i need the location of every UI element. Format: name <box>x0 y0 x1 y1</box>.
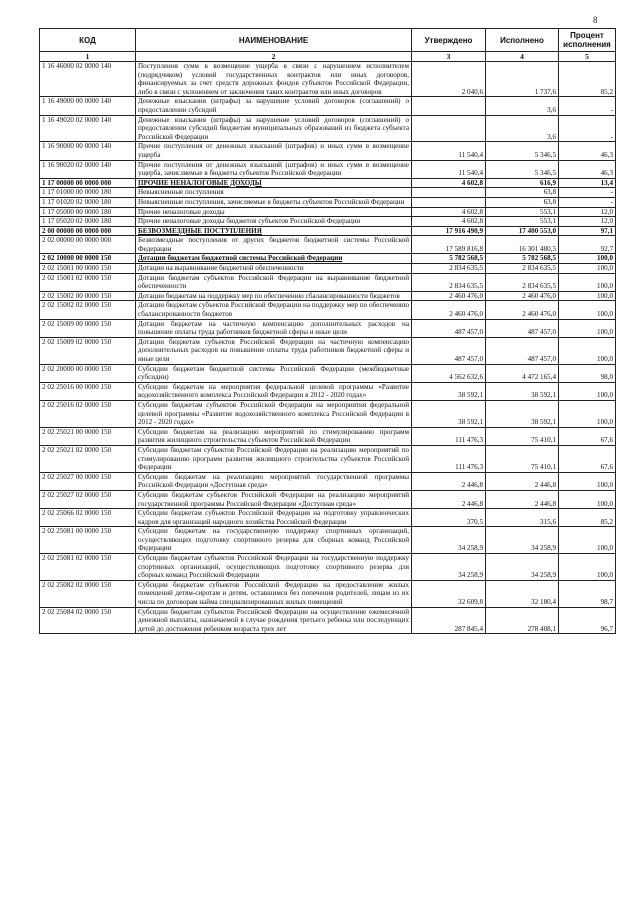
row-executed: 3,6 <box>486 97 559 115</box>
row-name: Дотации бюджетам субъектов Российской Федерации на выравнивание бюджетной обеспеченности <box>136 273 412 291</box>
table-row <box>40 301 616 319</box>
row-percent: 100,0 <box>559 264 616 274</box>
row-percent: 67,6 <box>559 427 616 445</box>
row-approved: 2 446,8 <box>412 490 486 508</box>
row-approved: 2 460 476,0 <box>412 301 486 319</box>
table-row <box>40 472 616 490</box>
row-approved: 111 476,3 <box>412 427 486 445</box>
row-percent: 100,0 <box>559 273 616 291</box>
row-percent: 98,0 <box>559 364 616 382</box>
row-approved: 11 540,4 <box>412 142 486 160</box>
row-name: Субсидии бюджетам на реализацию мероприятий по стимулированию программ развития жилищного строительства субъектов Российской Федерации <box>136 427 412 445</box>
row-code: 1 16 49000 00 0000 140 <box>40 97 136 115</box>
row-code: 2 02 25066 02 0000 150 <box>40 509 136 527</box>
row-executed: 2 834 635,5 <box>486 273 559 291</box>
row-name: Дотации бюджетам на поддержку мер по обеспечению сбалансированности бюджетов <box>136 291 412 301</box>
row-percent: 85,2 <box>559 509 616 527</box>
row-percent: 100,0 <box>559 472 616 490</box>
row-percent: 13,4 <box>559 178 616 188</box>
row-name: Субсидии бюджетам субъектов Российской Федерации на осуществление ежемесячной денежной выплаты, назначаемой в случае рождения третьего ребенка или последующих детей до достижения ребенком возраста трех лет <box>136 607 412 634</box>
row-code: 2 02 15002 02 0000 150 <box>40 301 136 319</box>
header-percent: Процент исполнения <box>559 29 616 52</box>
table-row <box>40 178 616 188</box>
row-percent: 100,0 <box>559 301 616 319</box>
row-code: 2 02 00000 00 0000 000 <box>40 236 136 254</box>
row-percent: 100,0 <box>559 554 616 581</box>
row-code: 2 02 25082 02 0000 150 <box>40 580 136 607</box>
row-approved: 4 602,8 <box>412 178 486 188</box>
row-code: 2 00 00000 00 0000 000 <box>40 226 136 236</box>
table-row <box>40 319 616 337</box>
row-name: ПРОЧИЕ НЕНАЛОГОВЫЕ ДОХОДЫ <box>136 178 412 188</box>
table-row <box>40 291 616 301</box>
row-percent: 92,7 <box>559 236 616 254</box>
row-executed: 2 446,8 <box>486 472 559 490</box>
column-number: 2 <box>136 52 412 62</box>
row-approved: 4 602,8 <box>412 217 486 227</box>
row-executed: 315,6 <box>486 509 559 527</box>
row-code: 2 02 15001 02 0000 150 <box>40 273 136 291</box>
row-executed: 2 834 635,5 <box>486 264 559 274</box>
row-code: 1 16 90020 02 0000 140 <box>40 160 136 178</box>
table-row <box>40 490 616 508</box>
table-row <box>40 400 616 427</box>
row-executed: 2 460 476,0 <box>486 291 559 301</box>
row-code: 2 02 20000 00 0000 150 <box>40 364 136 382</box>
row-code: 2 02 25016 02 0000 150 <box>40 400 136 427</box>
table-row <box>40 197 616 207</box>
row-percent: 12,0 <box>559 207 616 217</box>
row-name: Субсидии бюджетам бюджетной системы Российской Федерации (межбюджетные субсидии) <box>136 364 412 382</box>
row-approved <box>412 188 486 198</box>
row-percent: 46,3 <box>559 142 616 160</box>
header-name: НАИМЕНОВАНИЕ <box>136 29 412 52</box>
row-approved: 2 460 476,0 <box>412 291 486 301</box>
table-row <box>40 264 616 274</box>
row-name: Дотации бюджетам субъектов Российской Федерации на поддержку мер по обеспечению сбалансированности бюджетов <box>136 301 412 319</box>
column-number: 5 <box>559 52 616 62</box>
row-code: 2 02 25081 02 0000 150 <box>40 554 136 581</box>
row-executed: 553,1 <box>486 217 559 227</box>
row-name: Невыясненные поступления <box>136 188 412 198</box>
row-approved: 4 602,8 <box>412 207 486 217</box>
row-code: 2 02 25081 00 0000 150 <box>40 527 136 554</box>
row-approved: 2 446,8 <box>412 472 486 490</box>
row-name: Дотации бюджетам на частичную компенсацию дополнительных расходов на повышение оплаты труда работников бюджетной сферы и иные цели <box>136 319 412 337</box>
table-row <box>40 254 616 264</box>
row-percent: 100,0 <box>559 490 616 508</box>
row-executed: 487 457,0 <box>486 319 559 337</box>
row-approved: 487 457,0 <box>412 319 486 337</box>
row-executed: 34 258,9 <box>486 527 559 554</box>
row-percent: 98,7 <box>559 580 616 607</box>
row-name: Денежные взыскания (штрафы) за нарушение условий договоров (соглашений) о предоставлении субсидий <box>136 97 412 115</box>
row-name: Субсидии бюджетам на государственную поддержку спортивных организаций, осуществляющих подготовку спортивного резерва для сборных команд Российской Федерации <box>136 527 412 554</box>
header-code: КОД <box>40 29 136 52</box>
row-code: 1 16 90000 00 0000 140 <box>40 142 136 160</box>
table-row <box>40 217 616 227</box>
row-percent: 12,0 <box>559 217 616 227</box>
row-percent: 100,0 <box>559 254 616 264</box>
row-approved <box>412 115 486 142</box>
row-code: 1 17 05000 00 0000 180 <box>40 207 136 217</box>
row-executed: 2 460 476,0 <box>486 301 559 319</box>
row-code: 1 16 46000 02 0000 140 <box>40 62 136 97</box>
row-name: Субсидии бюджетам субъектов Российской Федерации на реализацию мероприятий по стимулированию программ развития жилищного строительства субъектов Российской Федерации <box>136 445 412 472</box>
row-executed: 75 410,1 <box>486 445 559 472</box>
row-approved: 17 589 816,8 <box>412 236 486 254</box>
column-number: 4 <box>486 52 559 62</box>
row-percent: 96,7 <box>559 607 616 634</box>
row-approved: 4 562 632,6 <box>412 364 486 382</box>
row-code: 1 17 01000 00 0000 180 <box>40 188 136 198</box>
row-name: Дотации на выравнивание бюджетной обеспеченности <box>136 264 412 274</box>
column-number: 3 <box>412 52 486 62</box>
header-executed: Исполнено <box>486 29 559 52</box>
row-approved: 2 834 635,5 <box>412 264 486 274</box>
row-name: Субсидии бюджетам на реализацию мероприятий государственной программы Российской Федерации «Доступная среда» <box>136 472 412 490</box>
row-approved: 11 540,4 <box>412 160 486 178</box>
row-code: 1 16 49020 02 0000 140 <box>40 115 136 142</box>
table-row <box>40 382 616 400</box>
row-executed: 16 301 480,5 <box>486 236 559 254</box>
row-approved <box>412 197 486 207</box>
row-percent: - <box>559 115 616 142</box>
row-name: Прочие неналоговые доходы бюджетов субъектов Российской Федерации <box>136 217 412 227</box>
table-row <box>40 97 616 115</box>
row-percent: 100,0 <box>559 291 616 301</box>
row-percent: 85,2 <box>559 62 616 97</box>
header-row <box>40 29 616 52</box>
row-executed: 553,1 <box>486 207 559 217</box>
row-percent: 97,1 <box>559 226 616 236</box>
table-row <box>40 226 616 236</box>
row-percent: 100,0 <box>559 382 616 400</box>
row-approved: 17 916 490,9 <box>412 226 486 236</box>
row-executed: 1 737,6 <box>486 62 559 97</box>
row-name: Субсидии бюджетам субъектов Российской Федерации на мероприятия федеральной целевой программы «Развитие водохозяйственного комплекса Российской Федерации в 2012 - 2020 годах» <box>136 400 412 427</box>
row-executed: 32 180,4 <box>486 580 559 607</box>
table-row <box>40 580 616 607</box>
table-row <box>40 527 616 554</box>
row-approved: 111 476,3 <box>412 445 486 472</box>
row-code: 2 02 25084 02 0000 150 <box>40 607 136 634</box>
row-approved: 287 845,4 <box>412 607 486 634</box>
row-executed: 63,8 <box>486 197 559 207</box>
table-row <box>40 142 616 160</box>
row-approved: 5 782 568,5 <box>412 254 486 264</box>
row-approved: 2 834 635,5 <box>412 273 486 291</box>
row-executed: 63,8 <box>486 188 559 198</box>
row-approved: 38 592,1 <box>412 382 486 400</box>
table-body <box>40 62 616 634</box>
row-name: Поступления сумм в возмещение ущерба в связи с нарушением исполнителем (подрядчиком) условий государственных контрактов или иных договоров, финансируемых за счет средств дорожных фондов субъектов Российской Федерации, либо в связи с уклонением от заключения таких контрактов или иных договоров <box>136 62 412 97</box>
row-name: Невыясненные поступления, зачисляемые в бюджеты субъектов Российской Федерации <box>136 197 412 207</box>
row-name: Субсидии бюджетам субъектов Российской Федерации на подготовку управленческих кадров для организаций народного хозяйства Российской Федерации <box>136 509 412 527</box>
header-approved: Утверждено <box>412 29 486 52</box>
row-approved: 370,5 <box>412 509 486 527</box>
row-code: 2 02 25027 02 0000 150 <box>40 490 136 508</box>
table-row <box>40 607 616 634</box>
row-name: Прочие поступления от денежных взысканий (штрафов) и иных сумм в возмещение ущерба <box>136 142 412 160</box>
budget-execution-table <box>39 28 616 634</box>
row-executed: 5 346,5 <box>486 142 559 160</box>
table-row <box>40 273 616 291</box>
table-row <box>40 207 616 217</box>
table-row <box>40 62 616 97</box>
row-name: Прочие поступления от денежных взысканий (штрафов) и иных сумм в возмещение ущерба, зачисляемые в бюджеты субъектов Российской Федерации <box>136 160 412 178</box>
row-executed: 4 472 165,4 <box>486 364 559 382</box>
row-name: Субсидии бюджетам субъектов Российской Федерации на государственную поддержку спортивных организаций, осуществляющих подготовку спортивного резерва для сборных команд Российской Федерации <box>136 554 412 581</box>
row-executed: 5 346,5 <box>486 160 559 178</box>
row-percent: - <box>559 97 616 115</box>
row-name: Дотации бюджетам субъектов Российской Федерации на частичную компенсацию дополнительных расходов на повышение оплаты труда работников бюджетной сферы и иные цели <box>136 337 412 364</box>
row-percent: 100,0 <box>559 319 616 337</box>
row-executed: 5 782 568,5 <box>486 254 559 264</box>
table-row <box>40 554 616 581</box>
table-row <box>40 445 616 472</box>
row-code: 2 02 25021 00 0000 150 <box>40 427 136 445</box>
row-executed: 17 400 553,0 <box>486 226 559 236</box>
row-percent: - <box>559 197 616 207</box>
row-code: 2 02 25016 00 0000 150 <box>40 382 136 400</box>
row-code: 2 02 15009 00 0000 150 <box>40 319 136 337</box>
row-name: Денежные взыскания (штрафы) за нарушение условий договоров (соглашений) о предоставлении субсидий бюджетам муниципальных образований из бюджета субъекта Российской Федерации <box>136 115 412 142</box>
column-number-row <box>40 52 616 62</box>
table-row <box>40 115 616 142</box>
row-approved: 34 258,9 <box>412 554 486 581</box>
row-name: Субсидии бюджетам субъектов Российской Федерации на предоставление жилых помещений детям-сиротам и детям, оставшимся без попечения родителей, лицам из их числа по договорам найма специализированных жилых помещений <box>136 580 412 607</box>
table-row <box>40 427 616 445</box>
row-code: 2 02 15009 02 0000 150 <box>40 337 136 364</box>
row-code: 2 02 15001 00 0000 150 <box>40 264 136 274</box>
row-approved: 32 609,8 <box>412 580 486 607</box>
row-executed: 2 446,8 <box>486 490 559 508</box>
row-code: 1 17 00000 00 0000 000 <box>40 178 136 188</box>
row-code: 2 02 10000 00 0000 150 <box>40 254 136 264</box>
row-code: 1 17 01020 02 0000 180 <box>40 197 136 207</box>
row-code: 2 02 15002 00 0000 150 <box>40 291 136 301</box>
row-approved: 2 040,6 <box>412 62 486 97</box>
row-executed: 38 592,1 <box>486 400 559 427</box>
row-approved: 38 592,1 <box>412 400 486 427</box>
row-name: Прочие неналоговые доходы <box>136 207 412 217</box>
row-name: Безвозмездные поступления от других бюджетов бюджетной системы Российской Федерации <box>136 236 412 254</box>
row-executed: 34 258,9 <box>486 554 559 581</box>
table-row <box>40 188 616 198</box>
row-code: 1 17 05020 02 0000 180 <box>40 217 136 227</box>
row-approved: 487 457,0 <box>412 337 486 364</box>
row-executed: 38 592,1 <box>486 382 559 400</box>
table-row <box>40 509 616 527</box>
row-percent: 67,6 <box>559 445 616 472</box>
column-number: 1 <box>40 52 136 62</box>
table-row <box>40 337 616 364</box>
row-executed: 75 410,1 <box>486 427 559 445</box>
row-executed: 3,6 <box>486 115 559 142</box>
row-percent: 100,0 <box>559 337 616 364</box>
row-percent: 100,0 <box>559 527 616 554</box>
row-percent: - <box>559 188 616 198</box>
row-executed: 278 408,1 <box>486 607 559 634</box>
row-approved <box>412 97 486 115</box>
table-row <box>40 160 616 178</box>
row-executed: 487 457,0 <box>486 337 559 364</box>
row-percent: 100,0 <box>559 400 616 427</box>
row-executed: 616,9 <box>486 178 559 188</box>
table-row <box>40 236 616 254</box>
row-name: БЕЗВОЗМЕЗДНЫЕ ПОСТУПЛЕНИЯ <box>136 226 412 236</box>
row-approved: 34 258,9 <box>412 527 486 554</box>
row-percent: 46,3 <box>559 160 616 178</box>
row-name: Субсидии бюджетам субъектов Российской Федерации на реализацию мероприятий государственной программы Российской Федерации «Доступная среда» <box>136 490 412 508</box>
row-code: 2 02 25021 02 0000 150 <box>40 445 136 472</box>
page-number: 8 <box>593 15 598 25</box>
row-name: Субсидии бюджетам на мероприятия федеральной целевой программы «Развитие водохозяйственного комплекса Российской Федерации в 2012 - 2020 годах» <box>136 382 412 400</box>
row-code: 2 02 25027 00 0000 150 <box>40 472 136 490</box>
row-name: Дотации бюджетам бюджетной системы Российской Федерации <box>136 254 412 264</box>
table-row <box>40 364 616 382</box>
